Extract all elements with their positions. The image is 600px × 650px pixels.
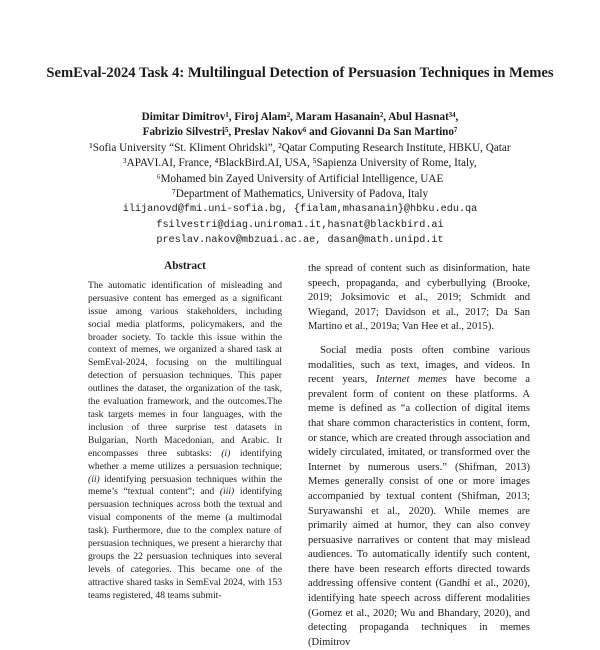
author-line: Fabrizio Silvestri⁵, Preslav Nakov⁶ and Giovanni Da San Martino⁷ — [142, 126, 458, 139]
abstract-text-part: The automatic identification of misleading and persuasive content has emerged as a significant issue among various stakeholders, including social media platforms, policymakers, and the broader society. To tackle this issue within the context of memes, we organized a shared task at SemEval-2024, focusing on the multilingual detection of persuasion techniques. This paper outlines the dataset, the organization of the task, the evaluation framework, and the outcomes.The task targets memes in four languages, with the inclusion of three surprise test datasets in Bulgarian, North Macedonian, and Arabic. It encompasses three subtasks: — [88, 279, 282, 459]
subtask-marker: (i) — [221, 447, 231, 459]
abstract-text — [88, 280, 282, 603]
introduction-column — [308, 262, 530, 650]
affiliation-line: ³APAVI.AI, France, ⁴BlackBird.AI, USA, ⁵Sapienza University of Rome, Italy, — [123, 157, 477, 170]
affiliation-line: ¹Sofia University “St. Kliment Ohridski”, ²Qatar Computing Research Institute, HBKU, Qatar — [89, 141, 511, 154]
email-line: fsilvestri@diag.uniroma1.it,hasnat@blackbird.ai — [156, 219, 444, 231]
body-paragraph: the spread of content such as disinformation, hate speech, propaganda, and cyberbullying (Brooke, 2019; Joksimovic et al., 2019; Schmidt and Wiegand, 2017; Davidson et al., 2017; Da San Martino et al., 2019a; Van Hee et al., 2015). — [308, 263, 530, 333]
body-text-part: Social media posts often combine various modalities, such as text, images, and videos. In recent years, — [308, 344, 530, 386]
subtask-marker: (iii) — [219, 486, 235, 498]
affiliation-line: ⁷Department of Mathematics, University of Padova, Italy — [171, 188, 429, 201]
emphasis-text: Internet memes — [375, 374, 447, 386]
abstract-text-part: identifying persuasion techniques within the meme’s “textual content”; and — [88, 473, 282, 498]
body-paragraph — [308, 344, 530, 650]
abstract-column — [88, 260, 282, 603]
abstract-text-part: identifying persuasion techniques across both the textual and visual components of the meme (a multimodal task). Furthermore, due to the complex nature of persuasion techniques, we present a hierarchy that groups the 22 persuasion techniques into several levels of categories. This became one of the attractive shared tasks in SemEval 2024, with 153 teams registered, 48 teams submit- — [88, 486, 283, 601]
abstract-heading: Abstract — [164, 260, 206, 272]
affiliation-line: ⁶Mohamed bin Zayed University of Artificial Intelligence, UAE — [156, 172, 444, 185]
abstract-text-part: identifying whether a meme utilizes a persuasion technique; — [88, 447, 282, 472]
subtask-marker: (ii) — [88, 473, 100, 485]
email-line: ilijanovd@fmi.uni-sofia.bg, {fialam,mhasanain}@hbku.edu.qa — [122, 204, 478, 216]
author-block — [30, 110, 570, 249]
paper-title: SemEval-2024 Task 4: Multilingual Detection of Persuasion Techniques in Memes — [46, 65, 554, 81]
email-line: preslav.nakov@mbzuai.ac.ae, dasan@math.unipd.it — [156, 235, 444, 247]
body-text-part: have become a prevalent form of content on these platforms. A meme is defined as “a collection of digital items that share common characteristics in content, form, or stance, which are created through association and widely circulated, imitated, or transformed over the Internet by numerous users.” (Shifman, 2013) Memes generally consist of one or more images accompanied by textual content (Shifman, 2013; Suryawanshi et al., 2020). While memes are primarily aimed at humor, they can also convey persuasive narratives or content that may mislead audiences. To automatically identify such content, there have been research efforts directed towards addressing offensive content (Gandhi et al., 2020), identifying hate speech across different modalities (Gomez et al., 2020; Wu and Bhandary, 2020), and detecting propaganda techniques in memes (Dimitrov — [308, 374, 531, 648]
author-line: Dimitar Dimitrov¹, Firoj Alam², Maram Hasanain², Abul Hasnat³⁴, — [141, 111, 459, 123]
